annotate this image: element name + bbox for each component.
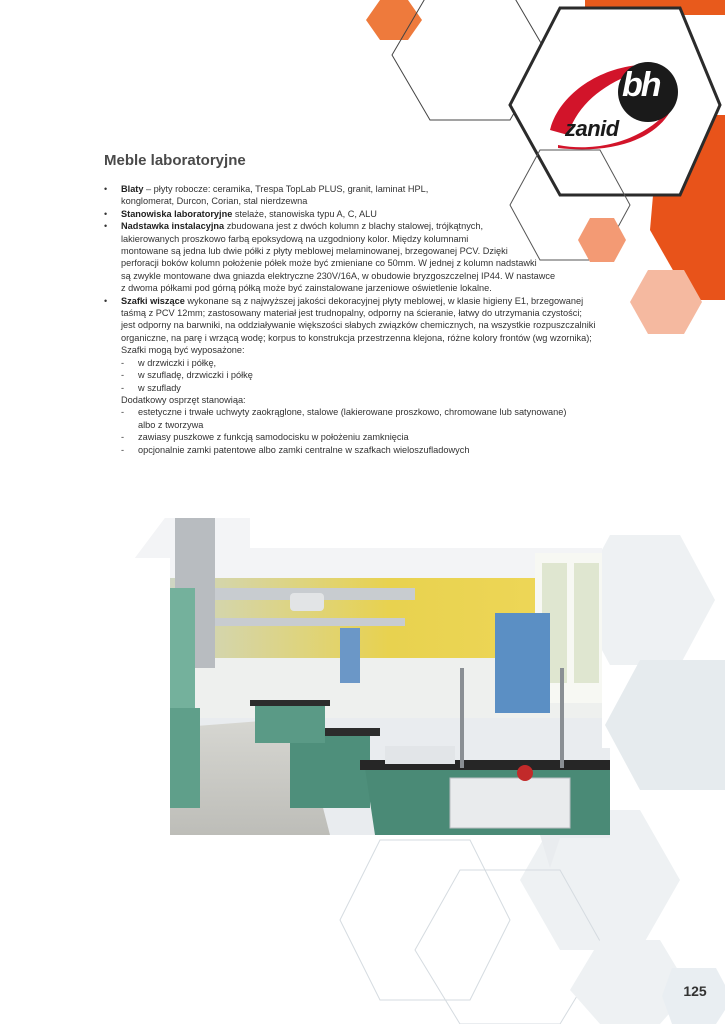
extra-item — [104, 406, 626, 431]
item-text: są zwykle montowane dwa gniazda elektryczne 230V/16A, w obudowie bryzgoszczelnej IP44. W nastawce — [121, 270, 556, 281]
laboratory-photo — [130, 518, 610, 868]
item-text: Szafki mogą być wyposażone: — [121, 345, 245, 356]
orange-hexagon — [366, 0, 422, 40]
option-item: - w szufladę, drzwiczki i półkę — [104, 369, 626, 381]
extra-text: albo z tworzywa — [138, 419, 204, 430]
item-heading: Szafki wiszące — [121, 295, 185, 306]
list-item-nadstawka — [104, 220, 626, 294]
item-text: konglomerat, Durcon, Corian, stal nierdzewna — [121, 196, 308, 207]
item-text: montowane są jedna lub dwie półki z płyty meblowej melaminowanej, brzegowanej PCV. Dzięki — [121, 246, 508, 257]
item-text: perforacji boków kolumn położenie półek może być zmieniane co 50mm. W jednej z kolumn nadstawki — [121, 258, 537, 269]
item-text: zbudowana jest z dwóch kolumn z blachy stalowej, trójkątnych, — [224, 221, 484, 232]
feature-list — [104, 183, 626, 357]
option-item: - w szuflady — [104, 382, 626, 394]
item-text: – płyty robocze: ceramika, Trespa TopLab PLUS, granit, laminat HPL, — [143, 184, 429, 194]
item-text: lakierowanych proszkowo farbą epoksydową na uzgodniony kolor. Między kolumnami — [121, 233, 469, 244]
list-item-stanowiska — [104, 208, 626, 220]
list-item-szafki — [104, 295, 626, 357]
body-text — [104, 183, 626, 456]
logo-name: zanid — [565, 116, 619, 141]
item-text: stelaże, stanowiska typu A, C, ALU — [232, 208, 377, 219]
extra-item: - zawiasy puszkowe z funkcją samodocisku w położeniu zamknięcia — [104, 431, 626, 443]
logo-mark: bh — [622, 66, 660, 104]
item-text: z dwoma półkami pod górną półką może być zainstalowane jarzeniowe oświetlenie lokalne. — [121, 283, 492, 294]
light-hexagon — [605, 660, 725, 790]
item-text: taśmą z PCV 12mm; zastosowany materiał jest trudnopalny, odporny na ścieranie, łatwy do utrzymania czystości; — [121, 308, 582, 319]
extra-text: estetyczne i trwałe uchwyty zaokrąglone, stalowe (lakierowane proszkowo, chromowane lub satynowane) — [138, 407, 567, 418]
item-heading: Stanowiska laboratoryjne — [121, 208, 233, 219]
company-logo — [540, 50, 690, 160]
item-heading: Nadstawka instalacyjna — [121, 221, 225, 232]
option-item: - w drzwiczki i półkę, — [104, 357, 626, 369]
page-title: Meble laboratoryjne — [104, 152, 246, 169]
item-heading: Blaty — [121, 184, 144, 194]
extra-item: - opcjonalnie zamki patentowe albo zamki centralne w szafkach wieloszufladowych — [104, 444, 626, 456]
item-text: wykonane są z najwyższej jakości dekoracyjnej płyty meblowej, w klasie higieny E1, brzegowanej — [184, 295, 584, 306]
item-text: jest odporny na barwniki, na oddziaływanie większości słabych związków chemicznych, na wszystkie rozpuszczalniki — [121, 320, 596, 331]
list-item-blaty — [104, 183, 626, 208]
page-number: 125 — [683, 983, 707, 999]
extras-label: Dodatkowy osprzęt stanowiąa: — [121, 394, 246, 405]
item-text: organiczne, na parę i wrzącą wodę; korpus to konstrukcja przestrzenna klejona, różne kolory frontów (wg wzornika); — [121, 332, 592, 343]
